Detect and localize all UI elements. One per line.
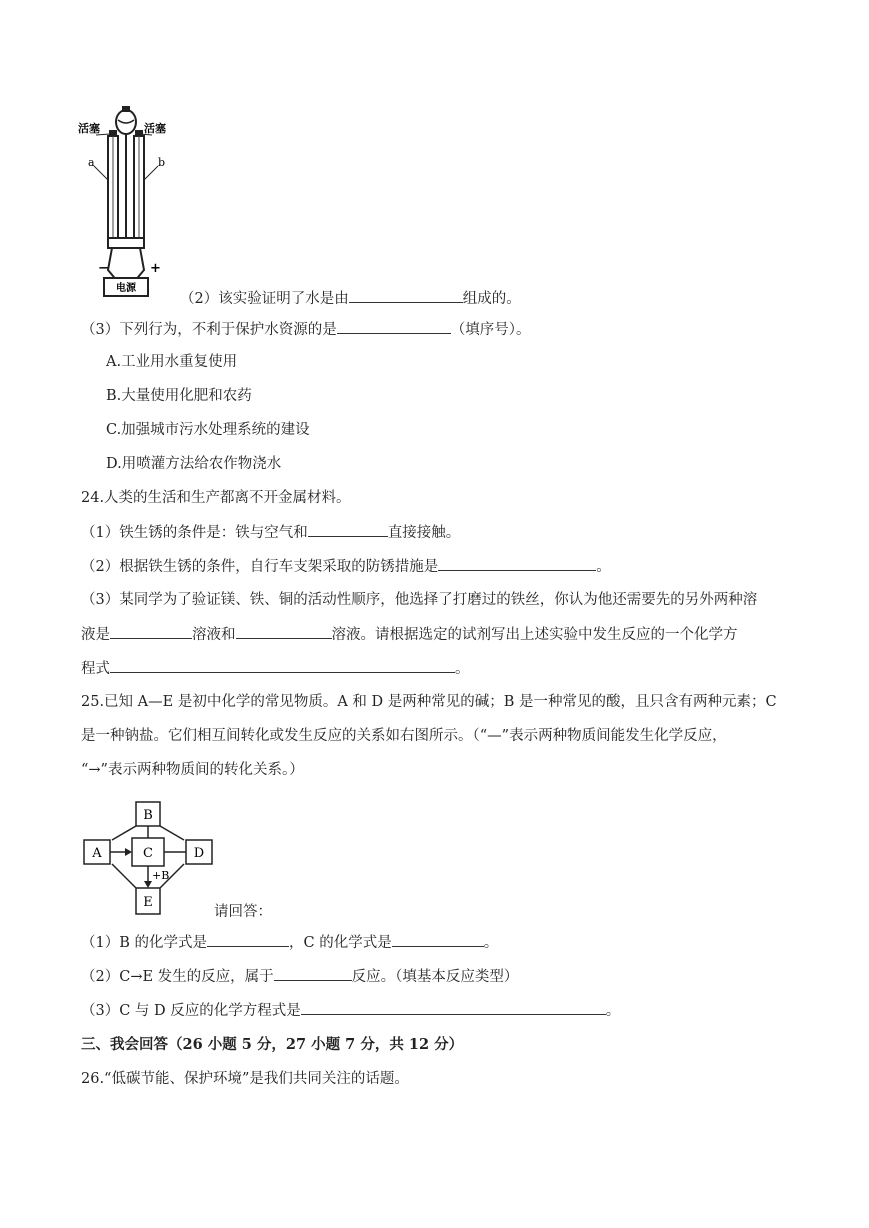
q25-reaction-type-blank[interactable] [274,966,352,981]
q23-option-c: C.加强城市污水处理系统的建设 [106,422,310,438]
q23-option-d: D.用喷灌方法给农作物浇水 [106,456,282,472]
relationship-diagram [80,792,220,920]
q25-c-formula-blank[interactable] [392,932,484,947]
q23-option-b: B.大量使用化肥和农药 [106,388,252,404]
q24-part3-line3: 程式 。 [81,658,470,679]
q23-option-a: A.工业用水重复使用 [106,354,238,370]
node-a: A [92,846,102,861]
q23-part2: （2）该实验证明了水是由 组成的。 [180,288,521,309]
q24-title: 24.人类的生活和生产都离不开金属材料。 [81,490,351,506]
q25-line2: 是一种钠盐。它们相互间转化或发生反应的关系如右图所示。（“—”表示两种物质间能发生化学反应， [81,728,727,744]
q25-line1: 25.已知 A—E 是初中化学的常见物质。A 和 D 是两种常见的碱；B 是一种常见的酸，且只含有两种元素；C [81,694,777,710]
q25-part1: （1）B 的化学式是 ，C 的化学式是 。 [81,932,498,953]
label-b: b [158,156,166,169]
node-c: C [143,846,153,861]
node-e: E [143,895,153,910]
node-b: B [143,808,153,823]
electrolysis-apparatus-figure [78,100,178,300]
node-d: D [193,846,205,861]
q24-part3-line1: （3）某同学为了验证镁、铁、铜的活动性顺序，他选择了打磨过的铁丝，你认为他还需要先的另外两种溶 [81,592,758,608]
q26-title: 26.“低碳节能、保护环境”是我们共同关注的话题。 [81,1071,409,1087]
q24-solution1-blank[interactable] [110,624,192,639]
q24-part2-blank[interactable] [438,556,596,571]
q25-part3: （3）C 与 D 反应的化学方程式是 。 [81,1000,620,1021]
q24-part1-blank[interactable] [308,522,388,537]
q24-solution2-blank[interactable] [236,624,332,639]
q23-part3-blank[interactable] [337,319,451,334]
power-label: 电源 [116,283,136,294]
q23-part2-blank[interactable] [349,288,463,303]
q25-b-formula-blank[interactable] [207,932,289,947]
q24-part3-line2: 液是 溶液和 溶液。请根据选定的试剂写出上述实验中发生反应的一个化学方 [81,624,738,645]
q24-part2: （2）根据铁生锈的条件，自行车支架采取的防锈措施是 。 [81,556,611,577]
q25-equation-blank[interactable] [301,1000,606,1015]
label-minus: − [98,261,109,276]
q25-prompt: 请回答： [214,904,272,920]
left-piston-label: 活塞 [78,122,100,135]
q23-part3: （3）下列行为，不利于保护水资源的是 （填序号）。 [81,319,530,340]
section3-heading: 三、我会回答（26 小题 5 分，27 小题 7 分，共 12 分） [81,1036,464,1053]
right-piston-label: 活塞 [144,122,166,135]
label-plus: + [150,261,161,276]
label-a: a [88,156,95,169]
arrow-label: +B [152,869,170,882]
q25-part2: （2）C→E 发生的反应，属于 反应。（填基本反应类型） [81,966,518,987]
q24-part1: （1）铁生锈的条件是：铁与空气和 直接接触。 [81,522,460,543]
q24-equation-blank[interactable] [110,658,455,673]
q25-line3: “→”表示两种物质间的转化关系。） [81,762,304,778]
